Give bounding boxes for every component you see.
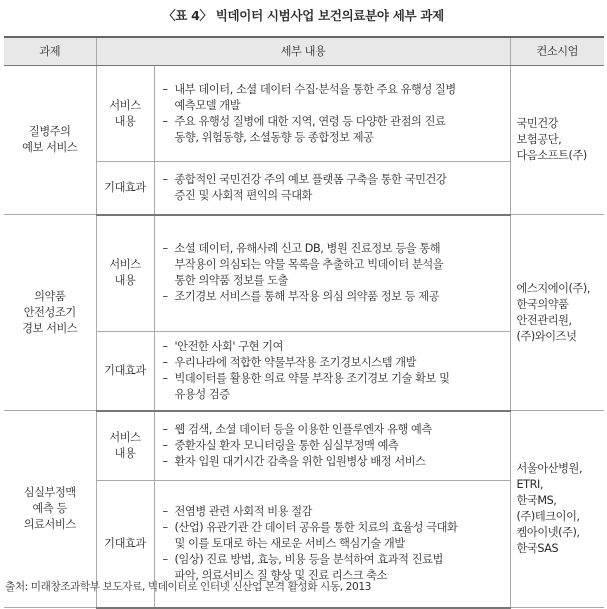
- section-label: 기대효과: [104, 363, 146, 377]
- header-row: [4, 37, 604, 66]
- section-label: 기대효과: [104, 536, 146, 550]
- consortium-member: ETRI,: [516, 478, 544, 491]
- consortium-member: (주)테크이이,: [516, 510, 580, 523]
- list-item-line: 주요 유행성 질병에 대한 지역, 연령 등 다양한 관점의 진료: [174, 114, 446, 128]
- section-label-cell: [96, 66, 154, 162]
- consortium-member: (주)와이즈넛: [516, 329, 577, 343]
- section-label: 내용: [114, 274, 136, 288]
- list-item: [163, 172, 504, 204]
- consortium-cell: [510, 215, 604, 411]
- bullet-dash: –: [162, 438, 168, 452]
- list-item-line: 예측모델 개발: [174, 98, 241, 112]
- section-label: 기대효과: [104, 180, 146, 194]
- task-label: 안전성조기: [23, 305, 76, 319]
- list-item: [163, 289, 504, 305]
- list-item-line: 통한 의약품 정보를 도출: [174, 274, 289, 288]
- consortium-cell: [510, 411, 604, 608]
- list-item-line: 전염병 관련 사회적 비용 절감: [174, 504, 313, 518]
- task-cell: [4, 215, 96, 411]
- list-item-text: [175, 289, 504, 305]
- section-label: 서비스: [109, 258, 141, 272]
- section-label-cell: [96, 215, 154, 332]
- section-label-cell: [96, 162, 154, 215]
- list-item-line: (임상) 진료 방법, 효능, 비용 등을 분석하여 효과적 진료법: [174, 552, 443, 566]
- consortium-member: 한국MS,: [516, 494, 557, 507]
- list-item-line: 우리나라에 적합한 약물부작용 조기경보시스템 개발: [174, 355, 417, 369]
- detail-table: [4, 36, 604, 609]
- list-item-line: 소셜 데이터, 유해사례 신고 DB, 병원 진료정보 등을 통해: [174, 242, 441, 256]
- bullet-dash: –: [162, 371, 168, 385]
- consortium-member: 한국SAS: [516, 542, 559, 555]
- source-note: 출처: 미래창조과학부 보도자료, 빅데이터로 인터넷 신산업 본격 활성화 시동, 2013: [5, 581, 372, 593]
- consortium-member: 다음소프트(주): [516, 149, 587, 162]
- task-label: 질병주의: [28, 125, 71, 138]
- list-item: [163, 454, 504, 470]
- section-label-cell: [96, 411, 154, 481]
- list-item-text: [175, 82, 504, 114]
- list-item-text: [175, 371, 504, 403]
- bullet-dash: –: [162, 422, 168, 436]
- table-row: [4, 411, 604, 481]
- task-label: 경보 서비스: [22, 321, 78, 335]
- list-item-line: 유용성 검증: [174, 387, 230, 401]
- consortium-member: 보험공단,: [516, 133, 562, 146]
- bullet-dash: –: [162, 504, 168, 518]
- header-task: 과제: [4, 37, 96, 66]
- task-label: 예측 등: [32, 502, 67, 515]
- task-cell: [4, 66, 96, 215]
- task-label: 심실부정맥: [23, 486, 76, 499]
- list-item-text: [175, 241, 504, 289]
- list-item-line: 및 이를 토대로 하는 새로운 서비스 핵심기술 개발: [174, 536, 405, 550]
- list-item: [163, 422, 504, 438]
- list-item-line: 파악, 의료서비스 질 향상 및 진료 리스크 축소: [174, 568, 388, 582]
- section-label: 내용: [114, 114, 136, 128]
- bullet-dash: –: [162, 552, 168, 566]
- table-title: 〈표 4〉 빅데이터 시범사업 보건의료분야 세부 과제: [163, 8, 444, 23]
- list-item: [163, 114, 504, 146]
- consortium-member: 켐아이넷(주),: [516, 526, 580, 539]
- details-cell: [154, 332, 510, 411]
- list-item-line: 내부 데이터, 소셜 데이터 수집·분석을 통한 주요 유행성 질병: [174, 82, 456, 96]
- table-body: [4, 66, 604, 608]
- list-item: [163, 438, 504, 454]
- list-item-text: [175, 504, 504, 520]
- task-label: 의약품: [34, 289, 66, 303]
- consortium-member: 국민건강: [516, 117, 559, 130]
- list-item: [163, 339, 504, 355]
- table-row: [4, 215, 604, 332]
- header-consortium: 컨소시엄: [510, 37, 604, 66]
- bullet-dash: –: [162, 355, 168, 369]
- list-item: [163, 520, 504, 552]
- list-item-text: [175, 355, 504, 371]
- list-item-line: 부작용이 의심되는 약물 목록을 추출하고 빅데이터 분석을: [174, 258, 444, 272]
- task-cell: [4, 411, 96, 608]
- bullet-dash: –: [162, 82, 168, 96]
- list-item-text: [175, 422, 504, 438]
- list-item-text: [175, 438, 504, 454]
- list-item-line: 웹 검색, 소셜 데이터 등을 이용한 인플루엔자 유행 예측: [174, 422, 432, 436]
- list-item-line: 빅데이터를 활용한 의료 약물 부작용 조기경보 기술 확보 및: [174, 371, 450, 385]
- table-row: [4, 66, 604, 162]
- task-label: 예보 서비스: [22, 141, 78, 154]
- section-label: 내용: [114, 446, 136, 460]
- consortium-member: 서울아산병원,: [516, 462, 583, 475]
- header-details: 세부 내용: [96, 37, 510, 66]
- bullet-dash: –: [162, 520, 168, 534]
- consortium-member: 한국의약품: [516, 297, 569, 311]
- details-cell: [154, 215, 510, 332]
- details-cell: [154, 411, 510, 481]
- bullet-dash: –: [162, 290, 168, 304]
- list-item-line: 중환자실 환자 모니터링을 통한 심실부정맥 예측: [174, 438, 399, 452]
- task-label: 의료서비스: [23, 518, 76, 531]
- bullet-dash: –: [162, 172, 168, 186]
- list-item: [163, 371, 504, 403]
- list-item-line: 종합적인 국민건강 주의 예보 플랫폼 구축을 통한 국민건강: [174, 172, 447, 186]
- list-item: [163, 82, 504, 114]
- section-label: 서비스: [109, 98, 141, 112]
- consortium-cell: [510, 66, 604, 215]
- bullet-dash: –: [162, 114, 168, 128]
- section-label: 서비스: [109, 430, 141, 444]
- list-item: [163, 504, 504, 520]
- list-item-text: [175, 172, 504, 204]
- list-item-line: 환자 입원 대기시간 감축을 위한 입원병상 배정 서비스: [174, 454, 426, 468]
- bullet-dash: –: [162, 242, 168, 256]
- list-item-text: [175, 520, 504, 552]
- list-item: [163, 355, 504, 371]
- bullet-dash: –: [162, 454, 168, 468]
- details-cell: [154, 66, 510, 162]
- details-cell: [154, 162, 510, 215]
- list-item-text: [175, 114, 504, 146]
- bullet-dash: –: [162, 339, 168, 353]
- consortium-member: 에스지에이(주),: [516, 281, 591, 295]
- list-item-line: 증진 및 사회적 편익의 극대화: [174, 188, 313, 202]
- list-item-text: [175, 454, 504, 470]
- list-item-text: [175, 339, 504, 355]
- list-item-line: '안전한 사회' 구현 기여: [174, 339, 283, 353]
- list-item-line: 동향, 위험동향, 소셜동향 등 종합정보 제공: [174, 130, 374, 144]
- consortium-member: 안전관리원,: [516, 313, 572, 327]
- list-item: [163, 241, 504, 289]
- list-item-line: (산업) 유관기관 간 데이터 공유를 통한 치료의 효율성 극대화: [174, 520, 458, 534]
- list-item-line: 조기경보 서비스를 통해 부작용 의심 의약품 정보 등 제공: [174, 290, 440, 304]
- section-label-cell: [96, 332, 154, 411]
